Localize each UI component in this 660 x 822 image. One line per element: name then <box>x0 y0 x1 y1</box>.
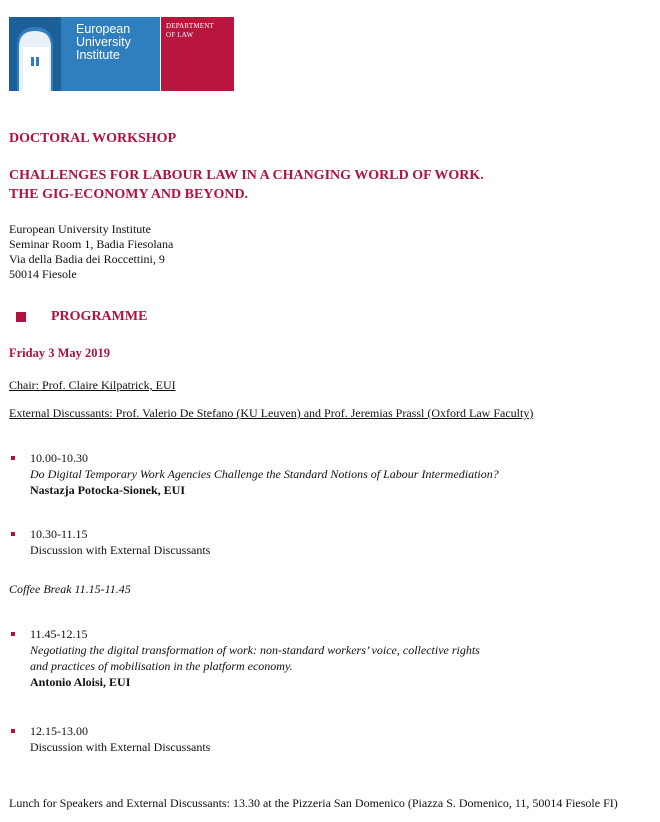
workshop-title <box>9 166 484 204</box>
logo-line-2: University <box>76 35 131 49</box>
eui-logo <box>9 17 234 91</box>
session-title-line-2: and practices of mobilisation in the platform economy. <box>30 659 293 673</box>
session-item <box>30 450 499 498</box>
session-time: 11.45-12.15 <box>30 627 88 641</box>
chair-line: Chair: Prof. Claire Kilpatrick, EUI <box>9 378 176 392</box>
session-speaker: Antonio Aloisi, EUI <box>30 675 131 689</box>
logo-line-1: European <box>76 22 131 36</box>
department-of-law-block <box>161 17 234 91</box>
programme-date: Friday 3 May 2019 <box>9 346 111 360</box>
programme-heading: PROGRAMME <box>51 309 148 324</box>
session-title: Do Digital Temporary Work Agencies Challenge the Standard Notions of Labour Intermediation? <box>30 467 499 481</box>
address-line-2: Seminar Room 1, Badia Fiesolana <box>9 237 174 251</box>
programme-square-icon <box>16 312 26 322</box>
eui-logo-text <box>76 23 131 62</box>
bullet-icon <box>11 632 15 636</box>
title-line-1: CHALLENGES FOR LABOUR LAW IN A CHANGING WORLD OF WORK. <box>9 168 484 183</box>
department-line-2: OF LAW <box>166 31 194 39</box>
coffee-break: Coffee Break 11.15-11.45 <box>9 582 131 596</box>
session-time: 10.30-11.15 <box>30 527 88 541</box>
logo-line-3: Institute <box>76 48 120 62</box>
session-item <box>30 626 480 690</box>
session-item <box>30 723 210 755</box>
session-title-line-1: Negotiating the digital transformation of work: non-standard workers’ voice, collective rights <box>30 643 480 657</box>
department-text <box>166 22 214 40</box>
session-text: Discussion with External Discussants <box>30 543 211 557</box>
address-line-4: 50014 Fiesole <box>9 267 77 281</box>
bullet-icon <box>11 729 15 733</box>
session-text: Discussion with External Discussants <box>30 740 211 754</box>
external-discussants-line: External Discussants: Prof. Valerio De Stefano (KU Leuven) and Prof. Jeremias Prassl (Oxford Law Faculty) <box>9 406 534 420</box>
eui-logo-block <box>9 17 160 91</box>
title-line-2: THE GIG-ECONOMY AND BEYOND. <box>9 187 249 202</box>
session-item <box>30 526 210 558</box>
bullet-icon <box>11 532 15 536</box>
bullet-icon <box>11 456 15 460</box>
session-time: 10.00-10.30 <box>30 451 88 465</box>
session-time: 12.15-13.00 <box>30 724 88 738</box>
workshop-heading: DOCTORAL WORKSHOP <box>9 131 177 146</box>
department-line-1: DEPARTMENT <box>166 22 214 30</box>
lunch-note: Lunch for Speakers and External Discussants: 13.30 at the Pizzeria San Domenico (Piazza S. Domenico, 11, 50014 Fiesole FI) <box>9 796 618 810</box>
address-line-3: Via della Badia dei Roccettini, 9 <box>9 252 165 266</box>
session-speaker: Nastazja Potocka-Sionek, EUI <box>30 483 185 497</box>
venue-address <box>9 222 173 282</box>
address-line-1: European University Institute <box>9 222 151 236</box>
